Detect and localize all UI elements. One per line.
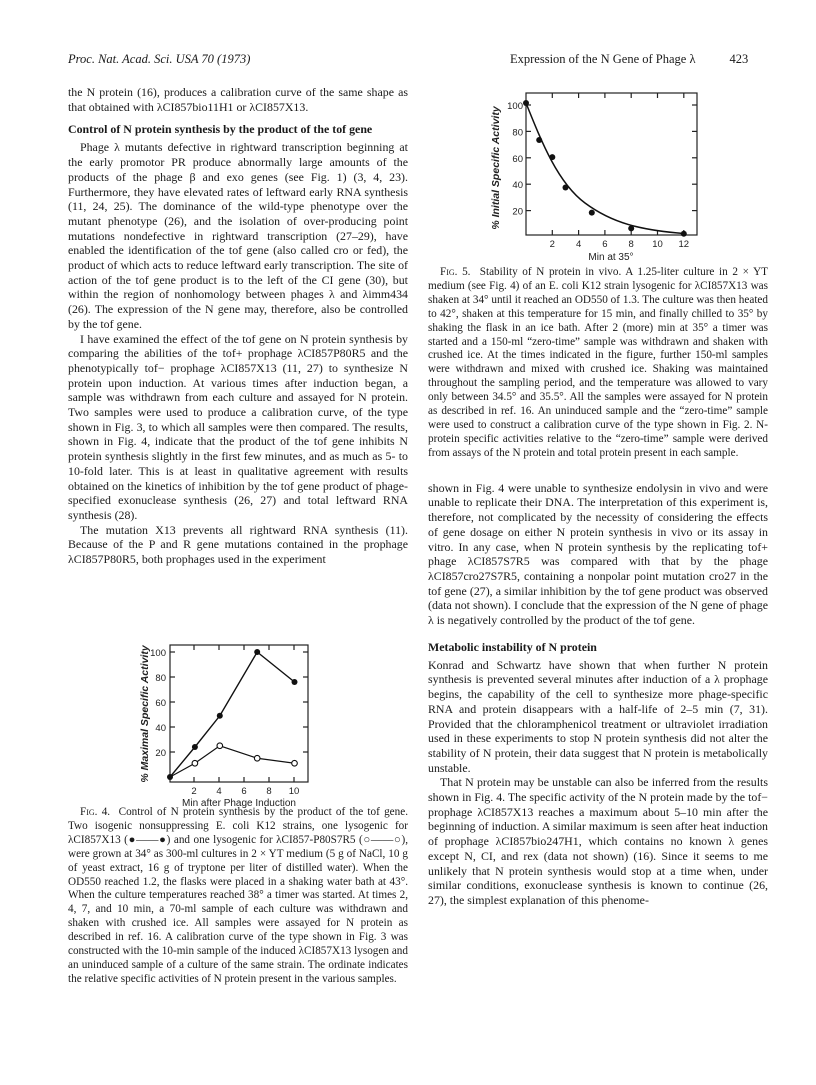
fig5-y-axis-label: % Initial Specific Activity [490,106,502,230]
svg-text:20: 20 [155,748,166,759]
running-title: Expression of the N Gene of Phage λ [510,52,696,66]
figure-label: Fig. 4. [80,806,111,818]
fig4-series-filled-line [170,652,295,777]
right-column-text [428,266,768,908]
figure-5-chart [490,88,710,263]
caption-text: Control of N protein synthesis by the product of the tof gene. Two isogenic nonsuppressing E. coli K12 strains, one lysogenic for λCI857X13 (●——●) and one lysogenic for λCI857-P80S7R5 (○——○), were grown at 34° as 300-ml cultures in 2 × YT medium (5 g of NaCl, 10 g of yeast extract, 16 g of tryptone per liter of distilled water). When the OD550 reached 1.2, the flasks were placed in a shaking water bath at 43°. When the culture temperatures reached 38° a timer was started. At times 2, 4, 7, and 10 min, a 70-ml sample of each culture was withdrawn and shaken with crushed ice. All samples were assayed for N protein as described in ref. 16. A calibration curve of the type shown in Fig. 3 was constructed with the 10-min sample of the induced λCI857X13 lysogen and an uninduced sample of a culture of the same strain. The ordinate indicates the relative specific activities of N protein present in the various samples. [68,806,409,985]
fig4-y-axis-label: % Maximal Specific Activity [139,645,151,783]
fig5-axes [526,93,697,235]
svg-text:6: 6 [241,786,247,797]
section-heading: Metabolic instability of N protein [428,639,597,654]
running-title-header [510,52,748,67]
fig5-x-axis-label: Min at 35° [588,252,634,263]
svg-text:2: 2 [549,239,555,250]
paragraph: That N protein may be unstable can also be inferred from the results shown in Fig. 4. The specific activity of the N protein made by the tof− prophage λCI857X13 reaches a maximum about 5–10 min after the beginning of induction. A similar maximum is seen after heat induction of prophage λCI857bio247H1, which contains no known λ genes except N, CI, and rex (data not shown) (16). Since it seems to me unlikely that N protein synthesis would stop at a time when, under similar conditions, exonuclease synthesis is known to continue (26, 27), the simplest explanation of this phenome- [428,775,768,907]
fig5-markers [523,100,687,237]
caption-text: Stability of N protein in vivo. A 1.25-liter culture in 2 × YT medium (see Fig. 4) of an E. coli K12 strain lysogenic for λCI857X13 was shaken at 34° until it reached an OD550 of 1.3. The culture was then heated to 42°, shaken at this temperature for 15 min, and finally chilled to 35° by shaking the flask in an ice bath. After 2 (more) min at 35° a timer was started and a 150-ml “zero-time” sample was withdrawn and shaken with crushed ice. At the times indicated in the figure, further 150-ml samples were withdrawn and mixed with crushed ice. Shaking was maintained throughout the sampling period, and the temperature was allowed to vary only between 34.5° and 35.5°. All the samples were assayed for N protein as described in ref. 16. An uninduced sample and the “zero-time” sample were used to construct a calibration curve of the type shown in Fig. 2. N-protein specific activities relative to the “zero-time” sample were derived from assays of the N protein and total protein present in each sample. [428,266,769,459]
fig4-x-axis-label: Min after Phage Induction [182,798,296,809]
left-column-text [68,85,408,567]
svg-text:10: 10 [652,239,663,250]
svg-text:12: 12 [678,239,690,250]
svg-text:40: 40 [512,180,523,192]
svg-text:100: 100 [507,101,523,112]
svg-text:40: 40 [155,723,166,734]
paragraph: I have examined the effect of the tof gene on N protein synthesis by comparing the abilities of the tof+ prophage λCI857P80R5 and the phenotypically tof− prophage λCI857X13 (11, 27) to synthesize N protein upon induction. At various times after induction began, a sample was withdrawn from each culture and assayed for N protein. Two samples were used to produce a calibration curve, of the type shown in Fig. 3, to which all samples were then compared. The results, shown in Fig. 4, indicate that the product of the tof gene inhibits N protein synthesis slightly in the first few minutes, and as much as 5- to 10-fold later. This is at least in qualitative agreement with results obtained on the kinetics of inhibition by the tof gene product of phage-specified exonuclease synthesis (26, 27) and total leftward RNA synthesis (28). [68,331,408,522]
figure-label: Fig. 5. [440,266,471,278]
fig4-series-open-line [170,746,295,777]
paragraph: Konrad and Schwartz have shown that when further N protein synthesis is prevented several minutes after induction of a λ prophage begins, the capability of the cell to synthesize more phage-specific RNA and protein disappears with a half-life of 2–5 min (7, 31). Provided that the chloramphenicol treatment or ultraviolet irradiation used in these experiments to stop N protein synthesis did not alter the stability of N protein, their data suggest that N protein is metabolically unstable. [428,657,768,775]
svg-text:20: 20 [512,206,523,218]
section-heading: Control of N protein synthesis by the product of the tof gene [68,122,373,137]
svg-text:4: 4 [216,786,222,797]
svg-text:100: 100 [150,648,166,659]
page-number: 423 [729,52,749,66]
figure-4-caption [68,806,408,987]
fig4-axes [170,645,308,782]
svg-text:2: 2 [191,786,197,797]
figure-4-chart [80,640,340,809]
fig5-fit-curve [526,103,684,234]
paragraph: shown in Fig. 4 were unable to synthesize endolysin in vivo and were unable to replicate their DNA. The interpretation of this experiment is, therefore, not complicated by the necessity of considering the effects of gene dosage on either N protein synthesis in vivo or its assay in vitro. In any case, when N protein synthesis by the replicating tof+ phage λCI857S7R5 was compared with that by the phage λCI857cro27S7R5, containing a nonpolar point mutation cro27 in the tof gene (27), a similar inhibition by the tof gene product was observed (data not shown). I conclude that the expression of the N gene of phage λ is negatively controlled by the product of the tof gene. [428,480,768,628]
svg-text:4: 4 [575,239,582,250]
svg-text:6: 6 [602,239,608,250]
svg-text:60: 60 [512,153,523,165]
svg-text:80: 80 [155,673,166,684]
svg-text:80: 80 [512,127,523,139]
svg-text:10: 10 [288,786,300,797]
journal-header: Proc. Nat. Acad. Sci. USA 70 (1973) [68,52,251,66]
paragraph: Phage λ mutants defective in rightward transcription beginning at the early promotor PR produce abnormally large amounts of the products of the phage β and exo genes (see Fig. 1) (3, 4, 23). Furthermore, they have elevated rates of leftward early RNA synthesis (11, 24, 25). The dominance of the wild-type phenotype over the mutant phenotype (26), and the isolation of over-producing point mutations nondefective in rightward transcription (27–29), have enabled the identification of the tof gene (also called cro or fed), the product of which acts to reduce leftward early transcription. The site of action of the tof gene product is to the left of the CI gene (30), but within the region of nonhomology between phages λ and λimm434 (26). The expression of the N gene may, therefore, also be controlled by the tof gene. [68,140,408,331]
svg-text:8: 8 [266,786,272,797]
paragraph: The mutation X13 prevents all rightward RNA synthesis (11). Because of the P and R gene mutations contained in the prophage λCI857P80R5, both prophages used in the experiment [68,522,408,567]
figure-5-caption [428,266,768,461]
paragraph: the N protein (16), produces a calibration curve of the same shape as that obtained with λCI857bio11H1 or λCI857X13. [68,85,408,114]
svg-text:8: 8 [628,239,634,250]
svg-text:60: 60 [155,698,166,709]
